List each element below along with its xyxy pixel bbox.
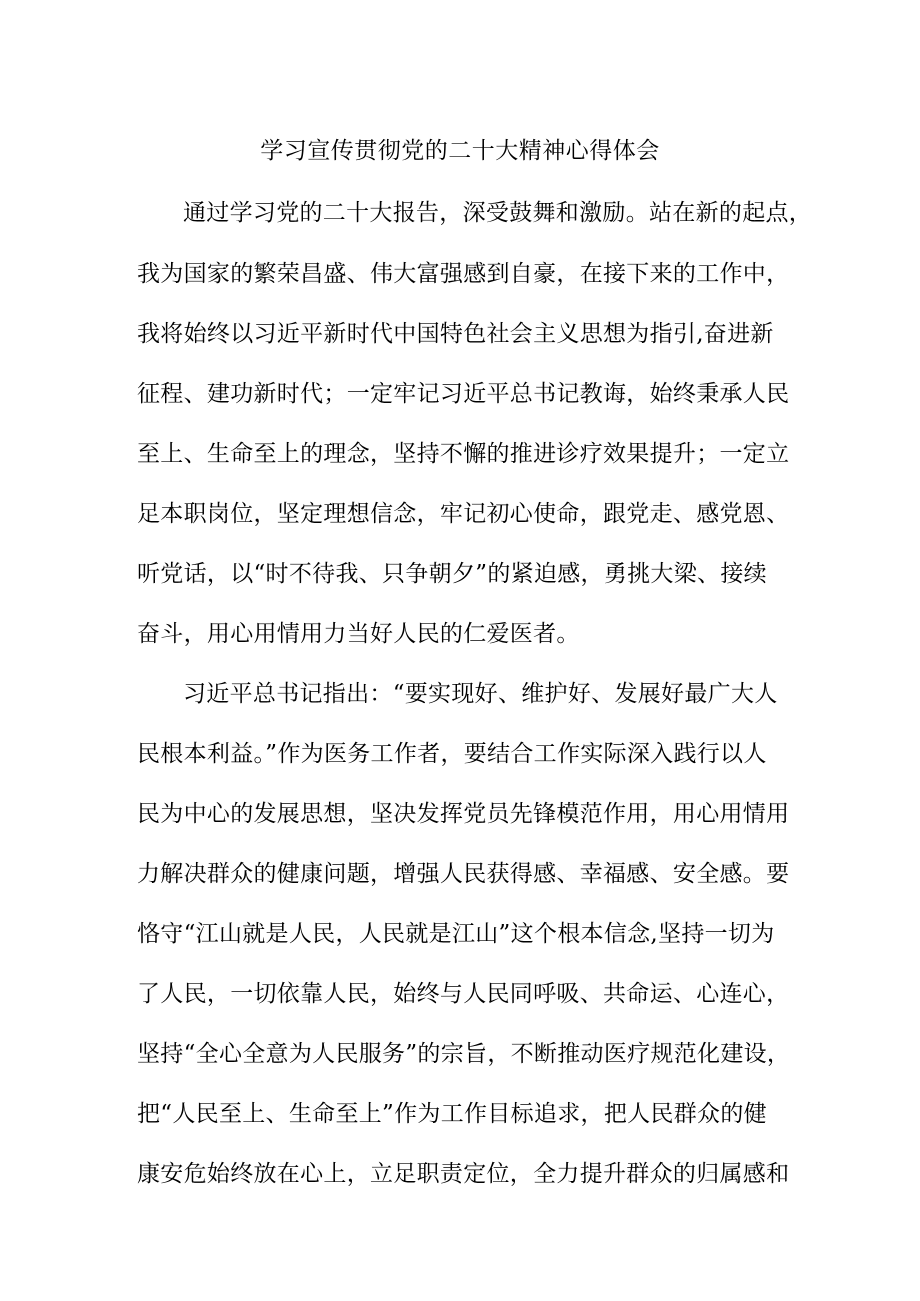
document-title: 学习宣传贯彻党的二十大精神心得体会 xyxy=(260,138,660,164)
paragraph-1-line-7: 听党话，以“时不待我、只争朝夕”的紧迫感，勇挑大梁、接续 xyxy=(137,561,767,587)
paragraph-2-line-1: 习近平总书记指出：“要实现好、维护好、发展好最广大人 xyxy=(183,681,778,707)
paragraph-1-line-2: 我为国家的繁荣昌盛、伟大富强感到自豪，在接下来的工作中， xyxy=(137,261,790,287)
paragraph-1-line-3: 我将始终以习近平新时代中国特色社会主义思想为指引,奋进新 xyxy=(137,321,774,347)
paragraph-2-line-9: 康安危始终放在心上，立足职责定位，全力提升群众的归属感和 xyxy=(137,1161,790,1187)
paragraph-2-line-4: 力解决群众的健康问题，增强人民获得感、幸福感、安全感。要 xyxy=(137,861,790,887)
paragraph-1-line-4: 征程、建功新时代；一定牢记习近平总书记教诲，始终秉承人民 xyxy=(137,381,790,407)
paragraph-2-line-5: 恪守“江山就是人民，人民就是江山”这个根本信念,坚持一切为 xyxy=(137,921,775,947)
paragraph-1-line-5: 至上、生命至上的理念，坚持不懈的推进诊疗效果提升；一定立 xyxy=(137,441,790,467)
paragraph-2-line-8: 把“人民至上、生命至上”作为工作目标追求，把人民群众的健 xyxy=(137,1101,767,1127)
paragraph-1-line-8: 奋斗，用心用情用力当好人民的仁爱医者。 xyxy=(137,621,580,647)
paragraph-1-line-1: 通过学习党的二十大报告，深受鼓舞和激励。站在新的起点， xyxy=(183,200,813,226)
paragraph-2-line-3: 民为中心的发展思想，坚决发挥党员先锋模范作用，用心用情用 xyxy=(137,801,790,827)
paragraph-2-line-7: 坚持“全心全意为人民服务”的宗旨，不断推动医疗规范化建设， xyxy=(137,1041,791,1067)
paragraph-1-line-6: 足本职岗位，坚定理想信念，牢记初心使命，跟党走、感党恩、 xyxy=(137,501,790,527)
paragraph-2-line-2: 民根本利益。”作为医务工作者，要结合工作实际深入践行以人 xyxy=(137,741,767,767)
paragraph-2-line-6: 了人民，一切依靠人民，始终与人民同呼吸、共命运、心连心， xyxy=(137,981,790,1007)
